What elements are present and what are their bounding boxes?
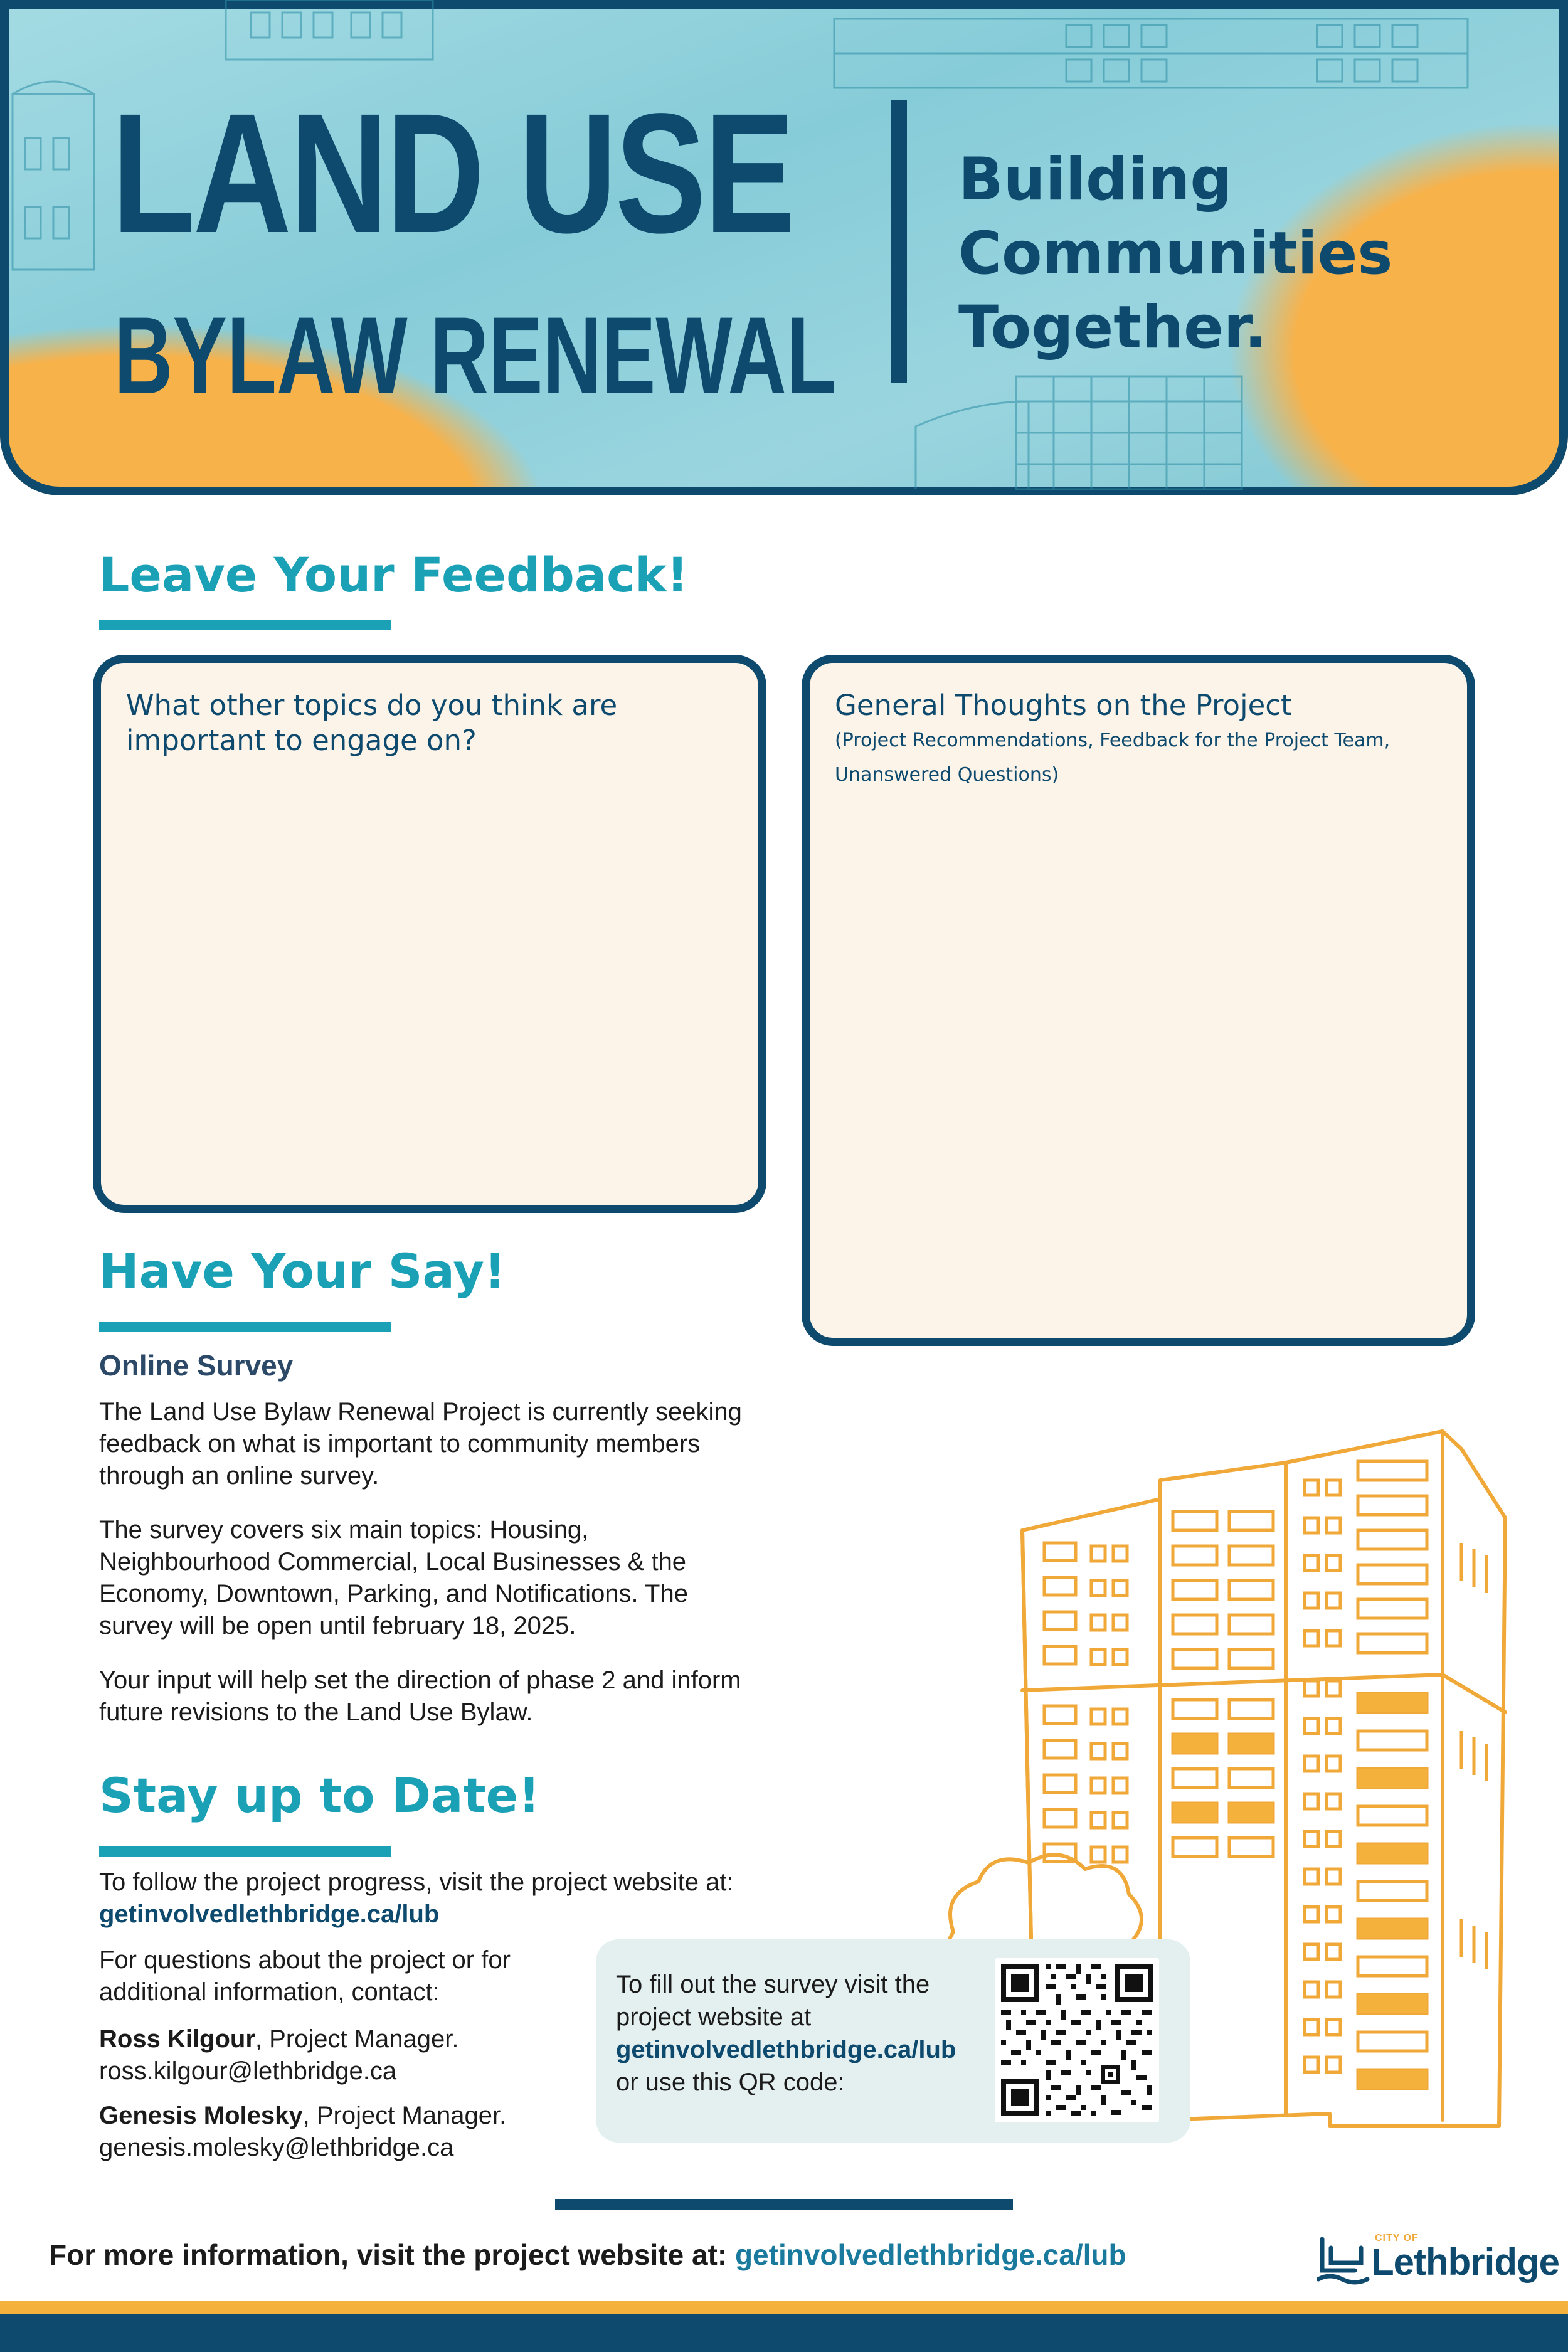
questions-text: For questions about the project or for additional information, contact: (99, 1946, 511, 2006)
footer-info-label: For more information, visit the project website at: (49, 2238, 728, 2271)
project-website-link[interactable]: getinvolvedlethbridge.ca/lub (99, 1900, 440, 1928)
stay-updated-heading: Stay up to Date! (99, 1767, 540, 1823)
qr-card-text (616, 1968, 992, 2099)
qr-card-outro: or use this QR code: (616, 2069, 845, 2096)
logo-wordmark: Lethbridge (1371, 2241, 1559, 2283)
footer-info (49, 2238, 1126, 2272)
feedback-box-topics[interactable] (93, 655, 766, 1213)
contact-role: , Project Manager. (302, 2102, 507, 2129)
footer-website-link[interactable]: getinvolvedlethbridge.ca/lub (734, 2238, 1126, 2271)
banner-divider (891, 100, 907, 383)
follow-progress-label: To follow the project progress, visit the project website at: (99, 1868, 734, 1896)
tagline-line: Communities (958, 220, 1393, 288)
contact-name: Genesis Molesky (99, 2102, 303, 2129)
qr-code[interactable] (995, 1958, 1159, 2122)
footer-stripe-gold (0, 2301, 1568, 2314)
footer-divider (555, 2199, 1013, 2210)
banner-subtitle: BYLAW RENEWAL (114, 295, 837, 417)
contact-name: Ross Kilgour (99, 2025, 255, 2053)
contact-email[interactable]: ross.kilgour@lethbridge.ca (99, 2057, 397, 2085)
lethbridge-logo-mark (1317, 2233, 1371, 2289)
qr-card-website-link[interactable]: getinvolvedlethbridge.ca/lub (616, 2036, 956, 2063)
feedback-box-general-prompt: General Thoughts on the Project (835, 689, 1292, 722)
feedback-box-topics-prompt: What other topics do you think are important to engage on? (126, 689, 618, 757)
contact-email[interactable]: genesis.molesky@lethbridge.ca (99, 2134, 454, 2161)
contact-ross (99, 2023, 576, 2087)
logo-city-of: CITY OF (1375, 2233, 1419, 2243)
feedback-heading-rule (99, 620, 391, 630)
stay-updated-rule (99, 1846, 391, 1857)
qr-survey-card (596, 1939, 1190, 2143)
tagline-line: Together. (958, 294, 1267, 362)
contact-role: , Project Manager. (255, 2025, 459, 2053)
feedback-box-general[interactable] (802, 655, 1475, 1346)
qr-card-intro: To fill out the survey visit the project website at (616, 1971, 930, 2031)
contact-genesis (99, 2100, 576, 2164)
footer-stripe-navy (0, 2314, 1568, 2352)
survey-paragraph-3: Your input will help set the direction of phase 2 and inform future revisions to the Land Use Bylaw. (99, 1666, 741, 1726)
have-your-say-heading: Have Your Say! (99, 1243, 506, 1299)
follow-progress-text (99, 1867, 877, 1931)
header-banner (0, 0, 1568, 495)
tagline-line: Building (958, 146, 1232, 214)
have-your-say-rule (99, 1322, 391, 1332)
survey-paragraph-1: The Land Use Bylaw Renewal Project is currently seeking feedback on what is important to community members through an online survey. (99, 1398, 742, 1490)
qr-code-graphic (995, 1958, 1159, 2122)
feedback-box-general-hint: (Project Recommendations, Feedback for the Project Team, Unanswered Questions) (835, 729, 1391, 786)
feedback-heading: Leave Your Feedback! (99, 547, 689, 603)
online-survey-subheading: Online Survey (99, 1349, 294, 1382)
banner-tagline (958, 143, 1392, 365)
banner-title: LAND USE (112, 78, 793, 268)
survey-paragraph-2: The survey covers six main topics: Housing, Neighbourhood Commercial, Local Businesses & the Economy, Downtown, Parking, and Notifications. The survey will be open until february 18, 2025. (99, 1516, 688, 1640)
city-of-lethbridge-logo (1317, 2233, 1559, 2289)
